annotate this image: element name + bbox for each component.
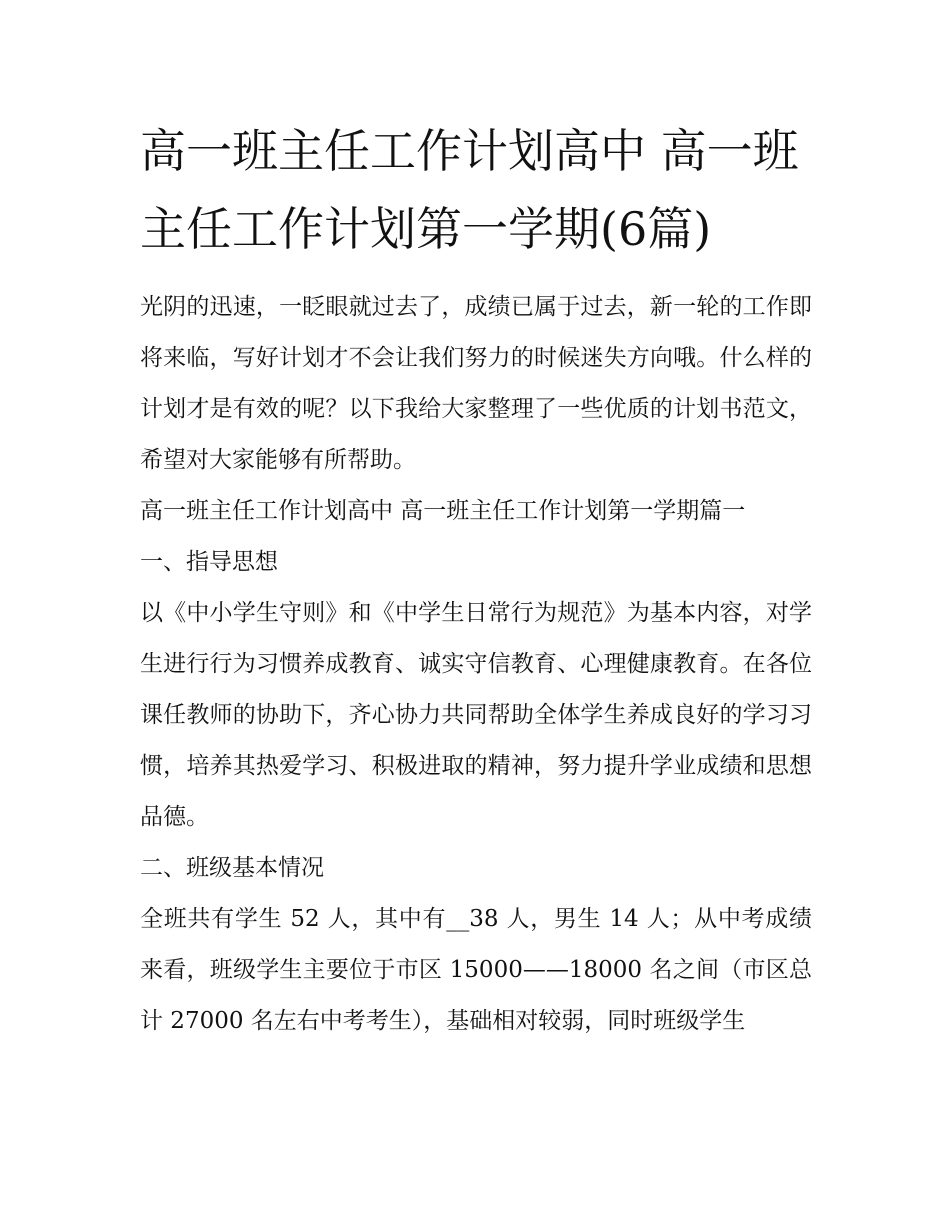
part2-paragraph: 全班共有学生 52 人，其中有__38 人，男生 14 人；从中考成绩来看，班级学生主要位于市区 15000——18000 名之间（市区总计 27000 名左右中考考生），基础相对较弱，同时班级学生 <box>140 906 812 1034</box>
document-title: 高一班主任工作计划高中 高一班主任工作计划第一学期(6篇) <box>140 124 799 256</box>
document-page <box>140 112 812 1047</box>
part1-heading: 一、指导思想 <box>140 549 278 575</box>
part1-paragraph: 以《中小学生守则》和《中学生日常行为规范》为基本内容，对学生进行行为习惯养成教育、诚实守信教育、心理健康教育。在各位课任教师的协助下，齐心协力共同帮助全体学生养成良好的学习习惯，培养其热爱学习、积极进取的精神，努力提升学业成绩和思想品德。 <box>140 600 812 830</box>
part2-heading: 二、班级基本情况 <box>140 855 324 881</box>
section-title: 高一班主任工作计划高中 高一班主任工作计划第一学期篇一 <box>140 498 746 524</box>
intro-paragraph: 光阴的迅速，一眨眼就过去了，成绩已属于过去，新一轮的工作即将来临，写好计划才不会让我们努力的时候迷失方向哦。什么样的计划才是有效的呢？以下我给大家整理了一些优质的计划书范文，希望对大家能够有所帮助。 <box>140 294 812 473</box>
